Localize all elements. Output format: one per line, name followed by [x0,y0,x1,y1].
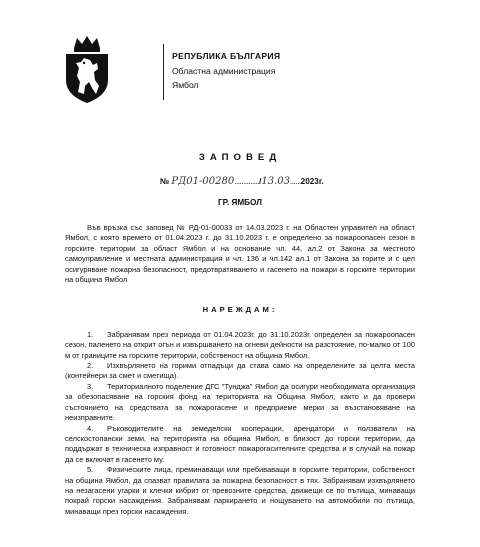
coat-of-arms-lion-icon [60,36,114,104]
list-item: 3. Териториалното поделение ДГС "Тунджа" Ямбол да осигури необходимата организация за обезопасяване на горския фонд на територията на Община Ямбол, както и да провери състоянието на средствата за пожарогасене и предприеме мерки за възстановяване на неизправните. [65,381,415,423]
list-item: 2. Изхвърлянето на горими отпадъци да става само на определените за целта места (контейнери за смет и сметища). [65,361,415,381]
order-year: 2023г. [300,177,324,186]
list-item: 4. Ръководителите на земеделски кооперации, арендатори и ползватели на селскостопански земи, на територията на община Ямбол, в близост до горски територии, да поддържат в техническа изправност и готовност пожарогасителните средства и в случай на пожар да се включат в гасенето му. [65,423,415,464]
administration-name: Областна администрация [172,65,276,76]
institution-name [172,49,280,93]
number-sign: № [160,177,170,186]
handwritten-date: 13.03 [261,176,290,187]
list-item: 5. Физическите лица, преминаващи или пребиваващи в горските територии, собственост на община Ямбол, да спазват правилата за пожарна безопасност в тях. Забранявам изхвърлянето на незагасени угарки и клечки кибрит от превозните средства, движещи се по пътища, минаващи покрай горски насаждения. Забранявам паркирането и нощуването на автомобили по пътища, минаващи през горски насаждения. [65,465,415,516]
document-body [65,223,415,517]
intro-paragraph: Във връзка със заповед № РД-01-00033 от 14.03.2023 г. на Областен управител на област Ямбол, с която времето от 01.04.2023 г. до 31.10.2023 г. е определено за пожароопасен сезон в горските територии за област Ямбол и на основание чл. 44, ал.2 от Закона за местното самоуправление и местната администрация и чл. 136 и чл.142 ал.1 от Закона за горите и с цел осигуряване пожарна безопасност, предотвратяването и гасенето на пожари в горските територии на община Ямбол [65,223,415,285]
document-title: ЗАПОВЕД [198,152,282,163]
country-name: РЕПУБЛИКА БЪЛГАРИЯ [172,51,281,61]
city-name: Ямбол [172,80,199,90]
list-item: 1. Забранявам през периода от 01.04.2023г. до 31.10.2023г. определен за пожароопасен сезон, паленето на открит огън и извършването на огневи дейности на разстояние, по-малко от 100 м от границите на горските територии, собственост на община Ямбол. [65,329,415,360]
letterhead [60,36,420,106]
order-number-line: № РД01-00280............../13.03......2023г. [160,176,324,187]
issue-city: ГР. ЯМБОЛ [218,198,262,207]
order-heading: НАРЕЖДАМ: [202,305,278,315]
header-divider [163,44,164,100]
dotted-line: ...... [289,177,301,186]
dotted-line: .............. [234,177,260,186]
handwritten-number: РД01-00280 [171,176,235,187]
